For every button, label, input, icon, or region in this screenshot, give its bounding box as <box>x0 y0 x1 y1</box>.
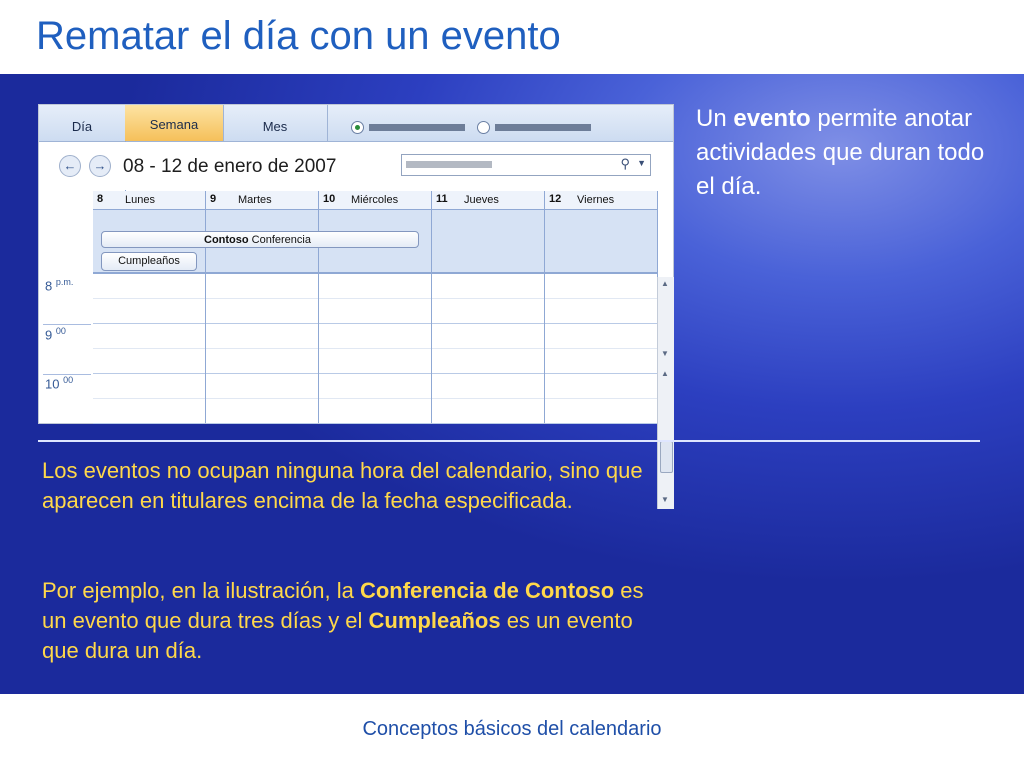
time-slots[interactable] <box>93 274 205 423</box>
all-day-area[interactable] <box>545 210 657 274</box>
time-slots[interactable] <box>432 274 544 423</box>
event-contoso-conference[interactable]: Contoso Conferencia <box>101 231 419 248</box>
slot-divider <box>432 373 544 374</box>
arrow-right-icon[interactable]: → <box>89 155 111 177</box>
day-column <box>545 191 658 423</box>
view-option-radio-1[interactable] <box>351 121 364 134</box>
view-option-label-2 <box>495 124 591 131</box>
slot-divider <box>319 348 431 349</box>
slot-divider <box>545 423 657 424</box>
day-header[interactable]: 11 Jueves <box>432 191 544 210</box>
time-slots[interactable] <box>545 274 657 423</box>
hour-label: 9 $^{00}$ <box>45 326 66 343</box>
date-range: 08 - 12 de enero de 2007 <box>123 156 337 177</box>
slot-divider <box>545 348 657 349</box>
search-input[interactable] <box>401 154 651 176</box>
all-day-area[interactable] <box>432 210 544 274</box>
slot-divider <box>545 373 657 374</box>
day-header[interactable]: 12 Viernes <box>545 191 657 210</box>
day-column <box>432 191 545 423</box>
paragraph-example: Por ejemplo, en la ilustración, la Conferencia de Contoso es un evento que dura tres días y el Cumpleaños es un evento que dura un día. <box>42 578 644 663</box>
date-navigation <box>39 142 673 190</box>
day-columns <box>93 191 657 423</box>
hour-label: 10 $^{00}$ <box>45 375 74 392</box>
slot-divider <box>545 398 657 399</box>
scroll-down-icon[interactable]: ▼ <box>661 349 669 358</box>
slot-divider <box>432 323 544 324</box>
scroll-down-icon[interactable]: ▼ <box>661 495 669 504</box>
slot-divider <box>432 398 544 399</box>
slide-title: Rematar el día con un evento <box>36 14 561 58</box>
slot-divider <box>93 373 205 374</box>
slot-divider <box>319 373 431 374</box>
view-option-label-1 <box>369 124 465 131</box>
slot-divider <box>93 348 205 349</box>
view-option-radio-2[interactable] <box>477 121 490 134</box>
search-icon[interactable]: ⚲ <box>620 156 630 171</box>
slot-divider <box>206 423 318 424</box>
hour-divider <box>43 324 91 325</box>
slot-divider <box>93 398 205 399</box>
event-birthday[interactable]: Cumpleaños <box>101 252 197 271</box>
slot-divider <box>206 398 318 399</box>
slot-divider <box>93 323 205 324</box>
view-tabs <box>39 105 673 142</box>
slide-footer: Conceptos básicos del calendario <box>362 718 662 740</box>
time-slots[interactable] <box>206 274 318 423</box>
divider <box>38 440 980 442</box>
slot-divider <box>319 398 431 399</box>
slot-divider <box>206 323 318 324</box>
tab-week[interactable]: Semana <box>125 105 224 141</box>
slot-divider <box>319 298 431 299</box>
day-header[interactable]: 8 Lunes <box>93 191 205 210</box>
day-header[interactable]: 9 Martes <box>206 191 318 210</box>
slot-divider <box>93 298 205 299</box>
scroll-up-icon[interactable]: ▲ <box>661 279 669 288</box>
day-column <box>93 191 206 423</box>
chevron-down-icon[interactable]: ▼ <box>637 158 646 168</box>
tab-month[interactable]: Mes <box>223 105 328 141</box>
slot-divider <box>93 423 205 424</box>
slot-divider <box>206 348 318 349</box>
search-placeholder <box>406 161 492 168</box>
slot-divider <box>319 423 431 424</box>
paragraph-events: Los eventos no ocupan ninguna hora del calendario, sino que aparecen en titulares encima de la fecha especificada. <box>42 458 643 513</box>
slot-divider <box>206 298 318 299</box>
slot-divider <box>432 423 544 424</box>
event-definition: Un evento permite anotar actividades que duran todo el día. <box>696 105 985 200</box>
time-slots[interactable] <box>319 274 431 423</box>
hour-column <box>39 191 94 423</box>
hour-label: 8 $^{p.m.}$ <box>45 277 74 294</box>
day-column <box>206 191 319 423</box>
day-header[interactable]: 10 Miércoles <box>319 191 431 210</box>
slot-divider <box>319 323 431 324</box>
slot-divider <box>432 348 544 349</box>
slot-divider <box>545 323 657 324</box>
slot-divider <box>432 298 544 299</box>
tab-day[interactable]: Día <box>39 105 126 337</box>
day-column <box>319 191 432 423</box>
scroll-up-icon[interactable]: ▲ <box>661 369 669 378</box>
slot-divider <box>206 373 318 374</box>
arrow-left-icon[interactable]: ← <box>59 155 81 177</box>
slot-divider <box>545 298 657 299</box>
